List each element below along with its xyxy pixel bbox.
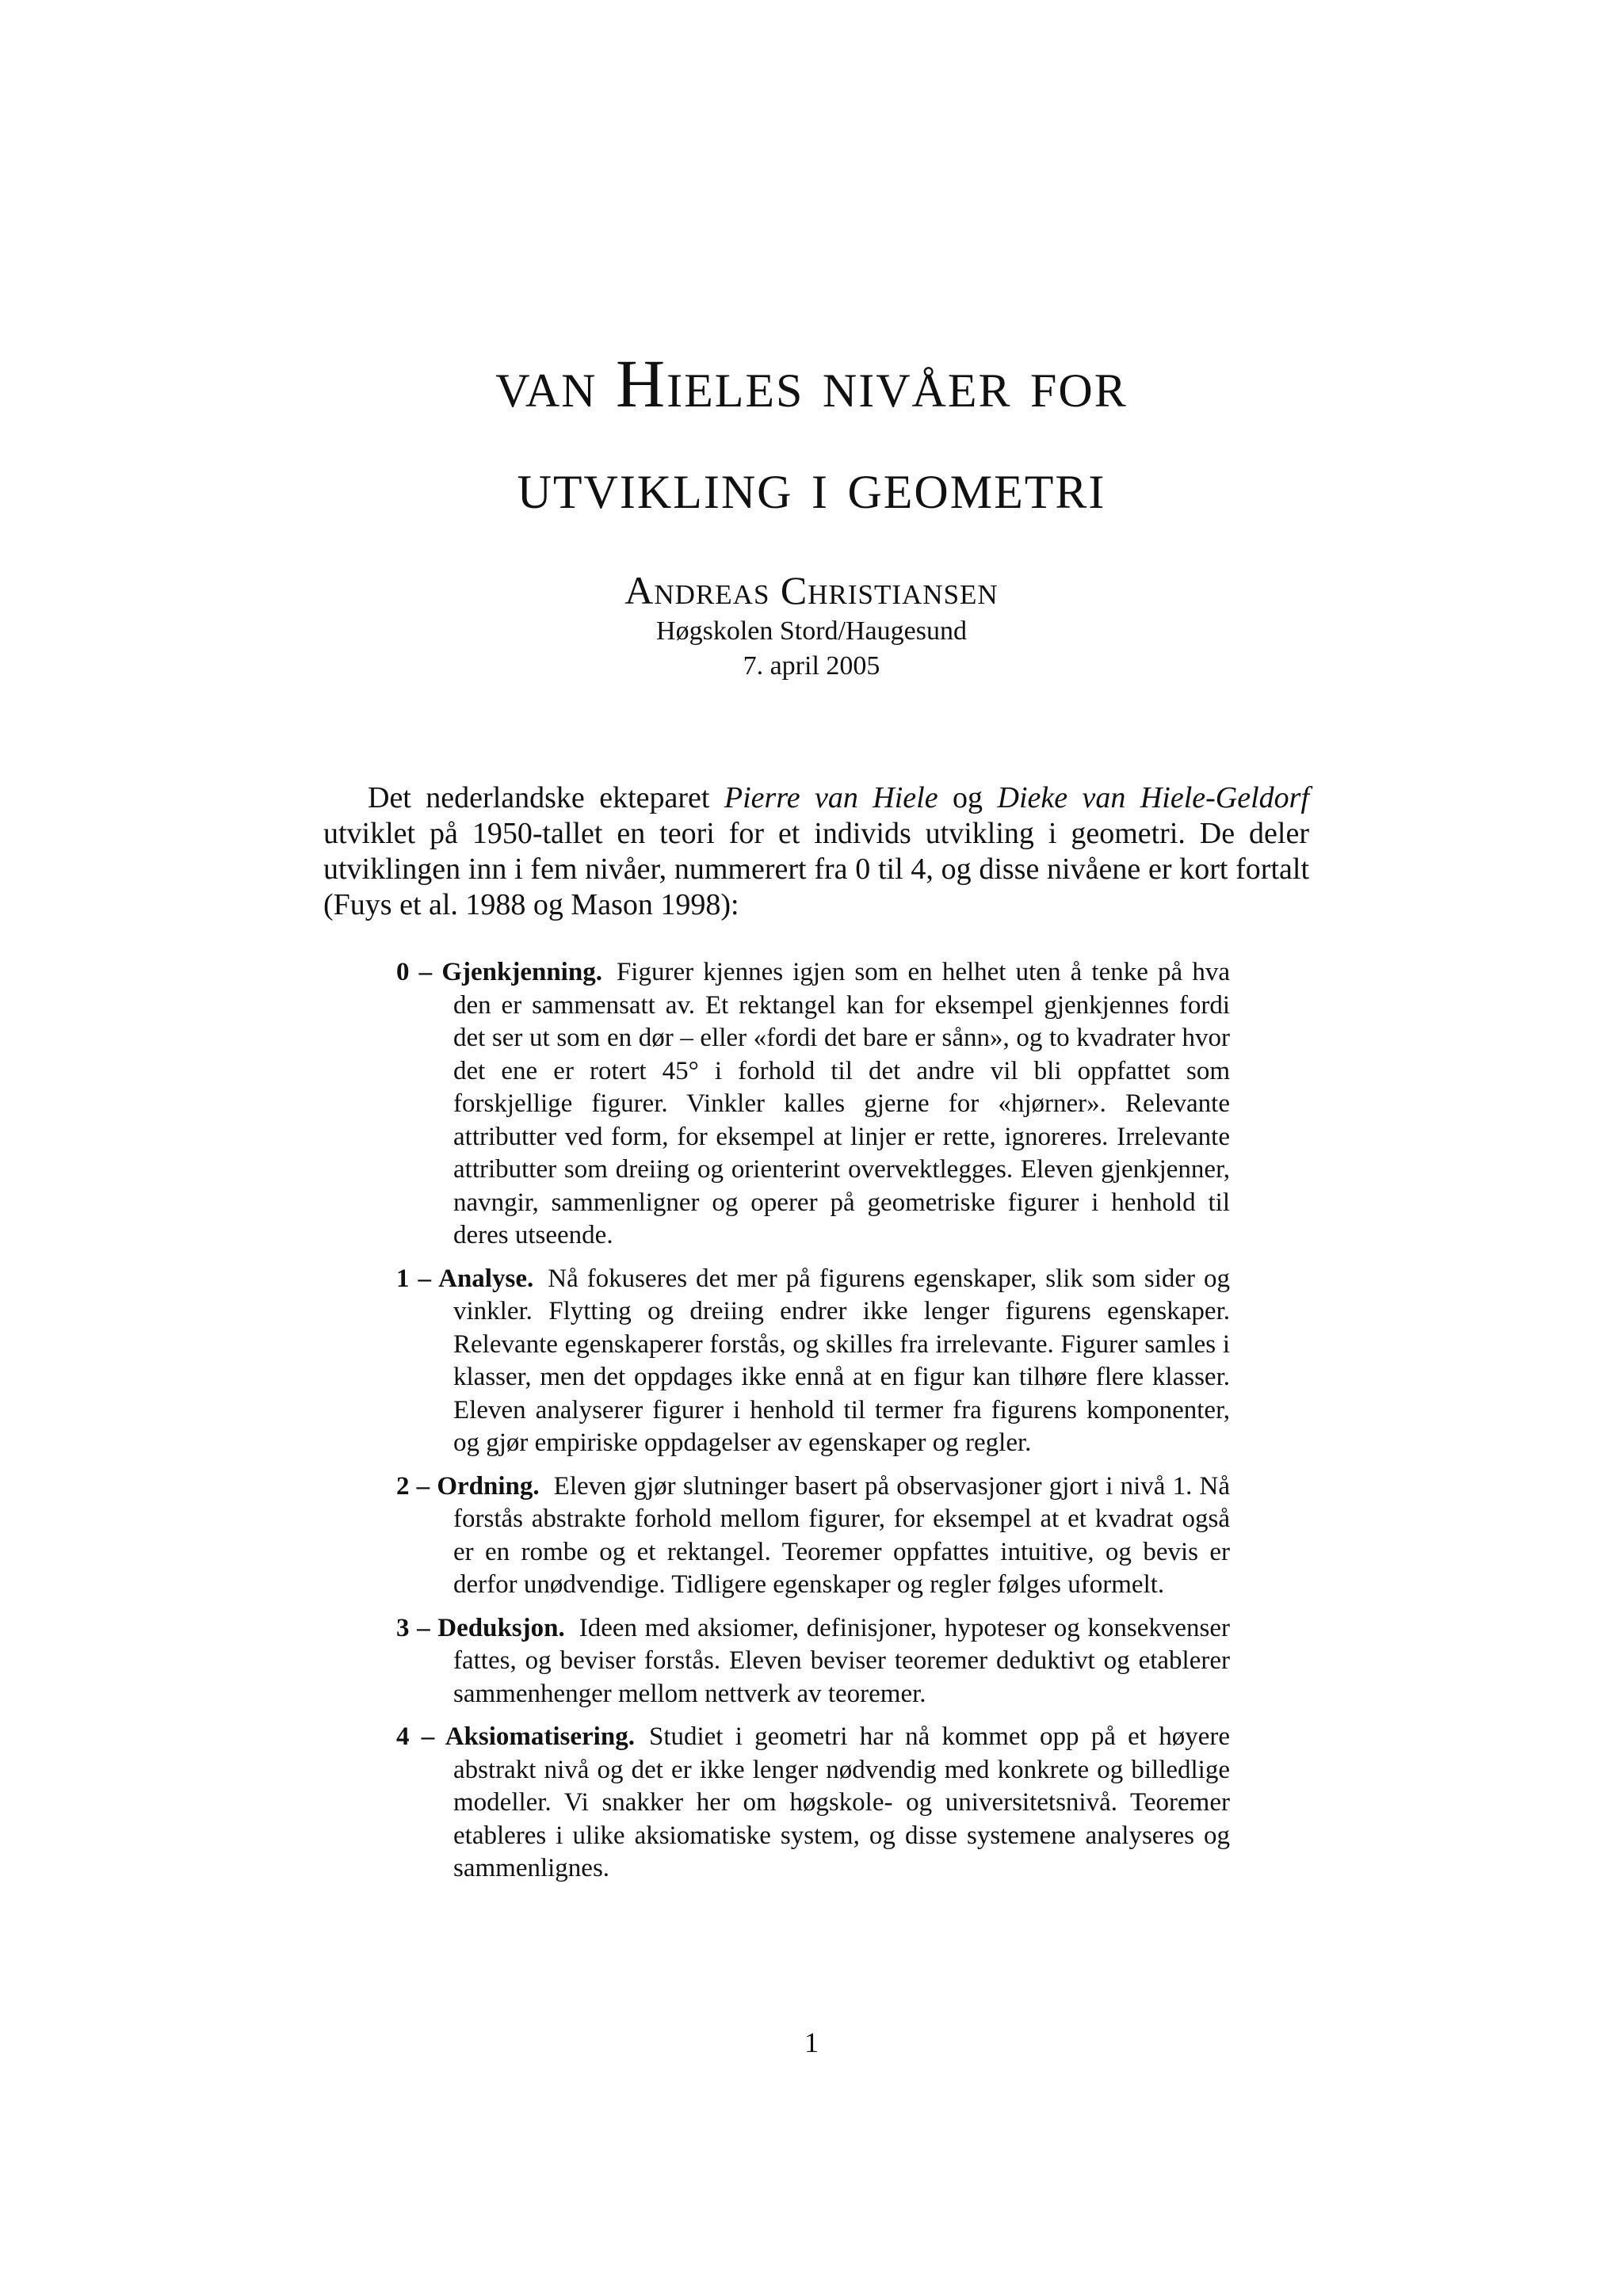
level-heading: 2 – Ordning.: [396, 1471, 540, 1501]
level-heading: 4 – Aksiomatisering.: [396, 1722, 635, 1751]
intro-paragraph: [323, 780, 1309, 923]
document-title: [0, 333, 1623, 536]
list-item: [396, 1721, 1230, 1886]
level-text: Ideen med aksiomer, definisjoner, hypoteser og konsekvenser fattes, og beviser forstås. Eleven beviser teoremer deduktivt og etablerer sammenhenger mellom nettverk av teoremer.: [453, 1613, 1230, 1708]
intro-name-1: Pierre van Hiele: [724, 781, 938, 814]
intro-text-2: og: [938, 781, 998, 814]
document-date: 7. april 2005: [743, 651, 880, 681]
intro-text-1: Det nederlandske ekteparet: [368, 781, 724, 814]
level-text: Figurer kjennes igjen som en helhet uten å tenke på hva den er sammensatt av. Et rektangel kan for eksempel gjenkjennes fordi det ser ut som en dør – eller «fordi det bare er sånn», og to kvadrater hvor det ene er rotert 45° i forhold til det andre vil bli oppfattet som forskjellige figurer. Vinkler kalles gjerne for «hjørner». Relevante attributter ved form, for eksempel at linjer er rette, ignoreres. Irrelevante attributter som dreiing og orienterint overvektlegges. Eleven gjenkjenner, navngir, sammenligner og operer på geometriske figurer i henhold til deres utseende.: [453, 958, 1230, 1249]
page-number: 1: [804, 2027, 819, 2058]
level-text: Nå fokuseres det mer på figurens egenskaper, slik som sider og vinkler. Flytting og dreiing endrer ikke lenger figurens egenskaper. Relevante egenskaperer forstås, og skilles fra irrelevante. Figurer samles i klasser, men det oppdages ikke ennå at en figur kan tilhøre flere klasser. Eleven analyserer figurer i henhold til termer fra figurens komponenter, og gjør empiriske oppdagelser av egenskaper og regler.: [453, 1264, 1230, 1457]
author-affiliation: Høgskolen Stord/Haugesund: [656, 616, 967, 646]
author-block: [0, 566, 1623, 684]
list-item: [396, 1612, 1230, 1711]
level-list: [396, 956, 1230, 1896]
level-text: Studiet i geometri har nå kommet opp på et høyere abstrakt nivå og det er ikke lenger nødvendig med konkrete og billedlige modeller. Vi snakker her om høgskole- og universitetsnivå. Teoremer etableres i ulike aksiomatiske system, og disse systemene analyseres og sammenlignes.: [453, 1722, 1230, 1882]
author-name: Andreas Christiansen: [624, 568, 999, 612]
list-item: [396, 1263, 1230, 1460]
intro-text-3: utviklet på 1950-tallet en teori for et individs utvikling i geometri. De deler utviklingen inn i fem nivåer, nummerert fra 0 til 4, og disse nivåene er kort fortalt (Fuys et al. 1988 og Mason 1998):: [323, 817, 1309, 921]
level-heading: 3 – Deduksjon.: [396, 1613, 565, 1642]
title-line-1: van Hieles nivåer for: [495, 345, 1128, 421]
list-item: [396, 1470, 1230, 1602]
title-line-2: utvikling i geometri: [517, 447, 1106, 523]
intro-name-2: Dieke van Hiele-Geldorf: [997, 781, 1310, 814]
list-item: [396, 956, 1230, 1253]
level-text: Eleven gjør slutninger basert på observasjoner gjort i nivå 1. Nå forstås abstrakte forhold mellom figurer, for eksempel at et kvadrat også er en rombe og et rektangel. Teoremer oppfattes intuitive, og bevis er derfor unødvendige. Tidligere egenskaper og regler følges uformelt.: [453, 1471, 1231, 1599]
level-heading: 0 – Gjenkjenning.: [396, 958, 602, 986]
level-heading: 1 – Analyse.: [396, 1264, 534, 1293]
